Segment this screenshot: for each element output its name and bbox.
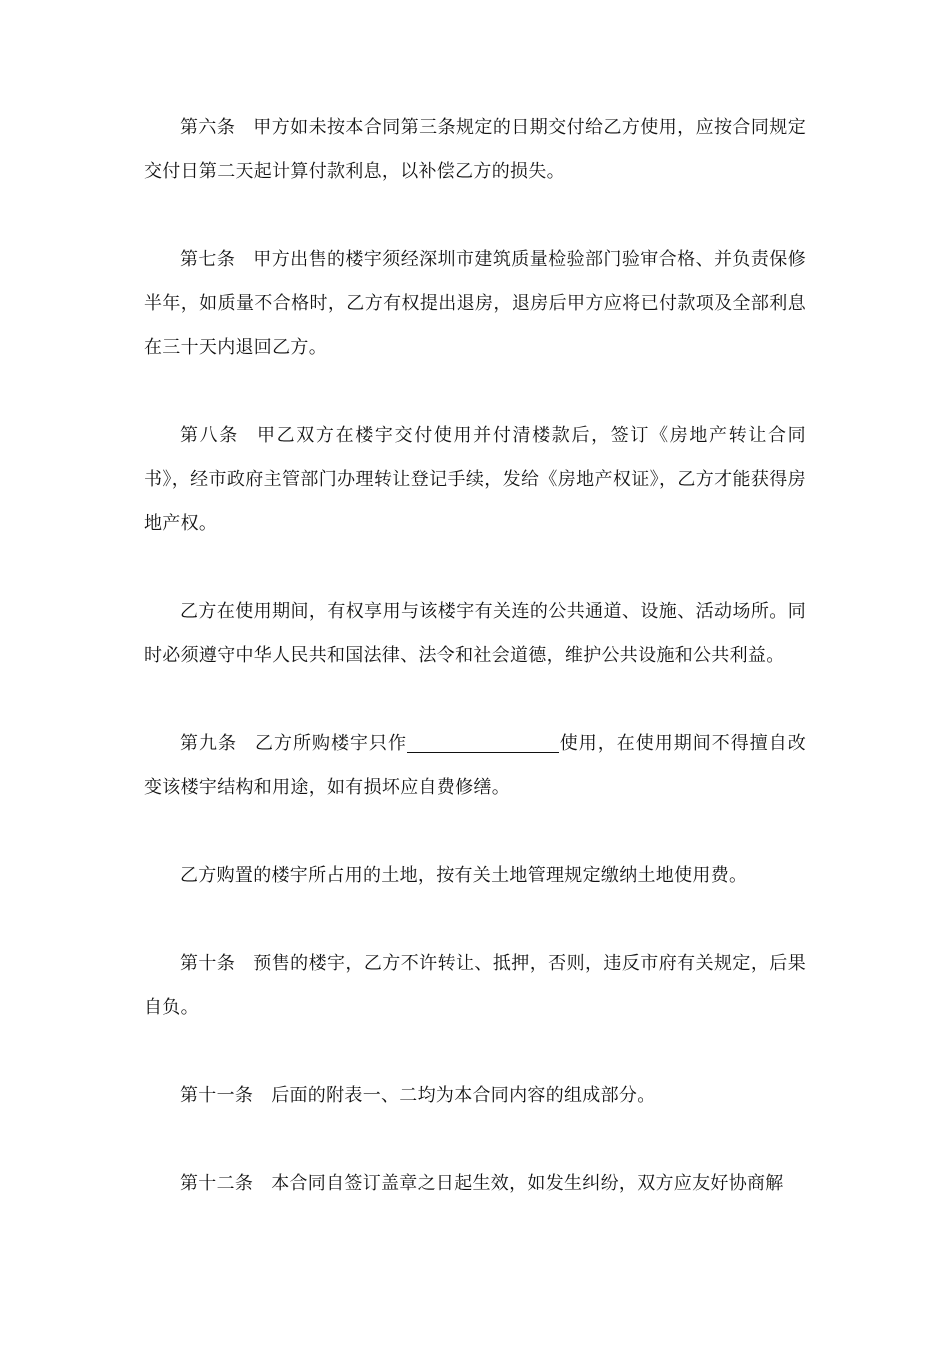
clause-6-heading: 第六条 <box>180 117 236 138</box>
clause-9-body-before: 乙方所购楼宇只作 <box>255 733 407 754</box>
clause-8 <box>144 414 806 546</box>
clause-7-heading: 第七条 <box>180 249 236 270</box>
clause-9 <box>144 722 806 810</box>
clause-9-heading: 第九条 <box>180 733 237 754</box>
clause-6-body: 甲方如未按本合同第三条规定的日期交付给乙方使用，应按合同规定交付日第二天起计算付款利息，以补偿乙方的损失。 <box>144 117 807 182</box>
clause-11 <box>144 1074 806 1118</box>
clause-8-body: 甲乙双方在楼宇交付使用并付清楼款后，签订《房地产转让合同书》，经市政府主管部门办理转让登记手续，发给《房地产权证》，乙方才能获得房地产权。 <box>144 425 806 534</box>
clause-7 <box>144 238 806 370</box>
clause-9-body-after: 使用，在使用期间不得擅自改变该楼宇结构和用途，如有损坏应自费修缮。 <box>144 733 806 798</box>
clause-12-heading: 第十二条 <box>180 1173 254 1194</box>
clause-11-heading: 第十一条 <box>180 1085 254 1106</box>
clause-7-body: 甲方出售的楼宇须经深圳市建筑质量检验部门验审合格、并负责保修半年，如质量不合格时，乙方有权提出退房，退房后甲方应将已付款项及全部利息在三十天内退回乙方。 <box>144 249 807 358</box>
usage-rights-body: 乙方在使用期间，有权享用与该楼宇有关连的公共通道、设施、活动场所。同时必须遵守中华人民共和国法律、法令和社会道德，维护公共设施和公共利益。 <box>144 601 806 666</box>
clause-8-usage-rights <box>144 590 806 678</box>
clause-6 <box>144 106 806 194</box>
usage-purpose-blank <box>407 732 559 753</box>
clause-10-heading: 第十条 <box>180 953 236 974</box>
clause-11-body: 后面的附表一、二均为本合同内容的组成部分。 <box>271 1085 656 1106</box>
land-fee-body: 乙方购置的楼宇所占用的土地，按有关土地管理规定缴纳土地使用费。 <box>180 865 748 886</box>
clause-10 <box>144 942 806 1030</box>
clause-10-body: 预售的楼宇，乙方不许转让、抵押，否则，违反市府有关规定，后果自负。 <box>144 953 807 1018</box>
clause-8-heading: 第八条 <box>180 425 239 446</box>
clause-12-body: 本合同自签订盖章之日起生效，如发生纠纷，双方应友好协商解 <box>271 1173 784 1194</box>
clause-12 <box>144 1162 806 1206</box>
clause-9-land-fee <box>144 854 806 898</box>
